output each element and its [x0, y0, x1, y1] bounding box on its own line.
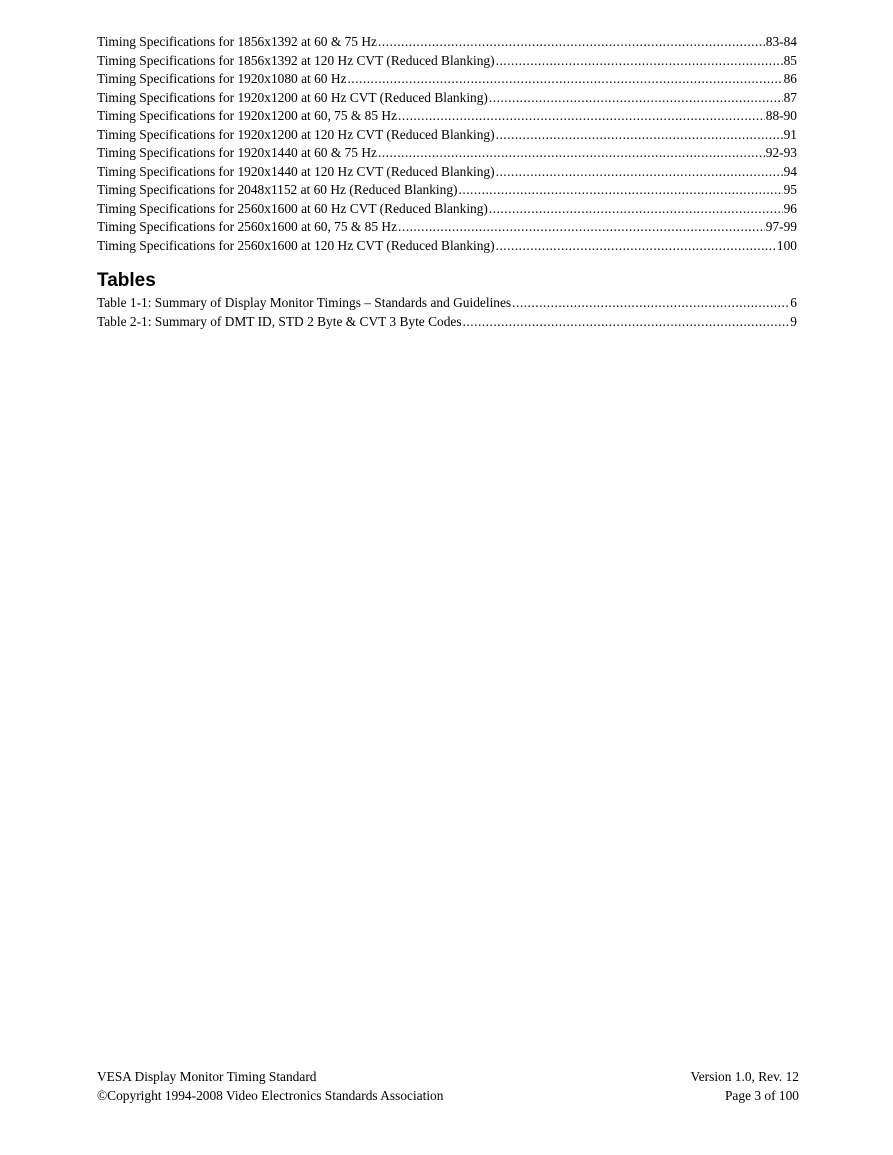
toc-entry-page: 87 — [783, 89, 797, 105]
toc-entry-page: 85 — [783, 52, 797, 68]
toc-entry-page: 95 — [783, 182, 797, 197]
toc-entry-title: Timing Specifications for 2560x1600 at 120 Hz CVT (Reduced Blanking) — [97, 237, 495, 253]
toc-entry-page: 83-84 — [765, 34, 797, 49]
toc-entry[interactable] — [97, 52, 797, 71]
table-entry-page: 9 — [790, 313, 797, 329]
toc-leader-dots — [398, 218, 765, 237]
table-entry-title: Table 2-1: Summary of DMT ID, STD 2 Byte & CVT 3 Byte Codes — [97, 313, 462, 329]
toc-entry[interactable] — [97, 33, 797, 52]
table-entry[interactable] — [97, 294, 797, 313]
toc-entry-page: 96 — [783, 200, 797, 216]
toc-leader-dots — [496, 126, 783, 145]
toc-leader-dots — [378, 33, 765, 52]
toc-entry-title: Timing Specifications for 1920x1440 at 120 Hz CVT (Reduced Blanking) — [97, 163, 495, 179]
toc-entry-title: Timing Specifications for 2560x1600 at 60, 75 & 85 Hz — [97, 219, 398, 234]
toc-entry-title: Timing Specifications for 1920x1200 at 60 Hz CVT (Reduced Blanking) — [97, 89, 488, 105]
toc-entry[interactable] — [97, 126, 797, 145]
toc-leader-dots — [378, 144, 765, 163]
footer-left — [97, 1068, 443, 1105]
toc-leader-dots — [463, 313, 790, 332]
footer-document-title: VESA Display Monitor Timing Standard — [97, 1069, 317, 1084]
toc-entry[interactable] — [97, 107, 797, 126]
toc-leader-dots — [496, 237, 776, 256]
tables-section-heading: Tables — [97, 270, 156, 291]
toc-entry[interactable] — [97, 200, 797, 219]
figures-toc-list — [97, 33, 797, 255]
toc-leader-dots — [496, 52, 783, 71]
toc-entry[interactable] — [97, 181, 797, 200]
toc-entry-title: Timing Specifications for 1920x1440 at 60 & 75 Hz — [97, 145, 377, 160]
toc-entry-title: Timing Specifications for 1856x1392 at 60 & 75 Hz — [97, 34, 377, 49]
toc-leader-dots — [496, 163, 783, 182]
footer-right — [691, 1068, 799, 1105]
toc-entry-title: Timing Specifications for 2048x1152 at 60 Hz (Reduced Blanking) — [97, 182, 458, 197]
toc-entry-title: Timing Specifications for 1920x1200 at 120 Hz CVT (Reduced Blanking) — [97, 126, 495, 142]
toc-entry-page: 94 — [783, 163, 797, 179]
toc-leader-dots — [489, 89, 783, 108]
toc-entry-page: 88-90 — [765, 108, 797, 123]
toc-entry-title: Timing Specifications for 1920x1200 at 60, 75 & 85 Hz — [97, 108, 398, 123]
toc-entry[interactable] — [97, 218, 797, 237]
footer-version: Version 1.0, Rev. 12 — [690, 1069, 799, 1084]
toc-leader-dots — [512, 294, 789, 313]
toc-entry-page: 92-93 — [765, 145, 797, 160]
toc-entry-title: Timing Specifications for 1920x1080 at 60 Hz — [97, 71, 347, 86]
toc-entry-page: 100 — [776, 237, 797, 253]
toc-leader-dots — [489, 200, 783, 219]
table-entry[interactable] — [97, 313, 797, 332]
toc-entry[interactable] — [97, 144, 797, 163]
table-entry-page: 6 — [790, 295, 797, 310]
toc-leader-dots — [398, 107, 765, 126]
toc-entry-title: Timing Specifications for 2560x1600 at 60 Hz CVT (Reduced Blanking) — [97, 200, 488, 216]
footer-copyright: ©Copyright 1994-2008 Video Electronics Standards Association — [97, 1087, 444, 1103]
toc-entry-title: Timing Specifications for 1856x1392 at 120 Hz CVT (Reduced Blanking) — [97, 52, 495, 68]
toc-leader-dots — [459, 181, 783, 200]
tables-toc-list — [97, 294, 797, 331]
toc-entry-page: 91 — [783, 126, 797, 142]
toc-entry[interactable] — [97, 163, 797, 182]
toc-entry[interactable] — [97, 70, 797, 89]
toc-entry-page: 97-99 — [765, 219, 797, 234]
toc-entry[interactable] — [97, 237, 797, 256]
table-entry-title: Table 1-1: Summary of Display Monitor Timings – Standards and Guidelines — [97, 295, 512, 310]
toc-entry-page: 86 — [783, 71, 797, 86]
toc-entry[interactable] — [97, 89, 797, 108]
footer-page-number: Page 3 of 100 — [724, 1087, 799, 1103]
toc-leader-dots — [347, 70, 782, 89]
